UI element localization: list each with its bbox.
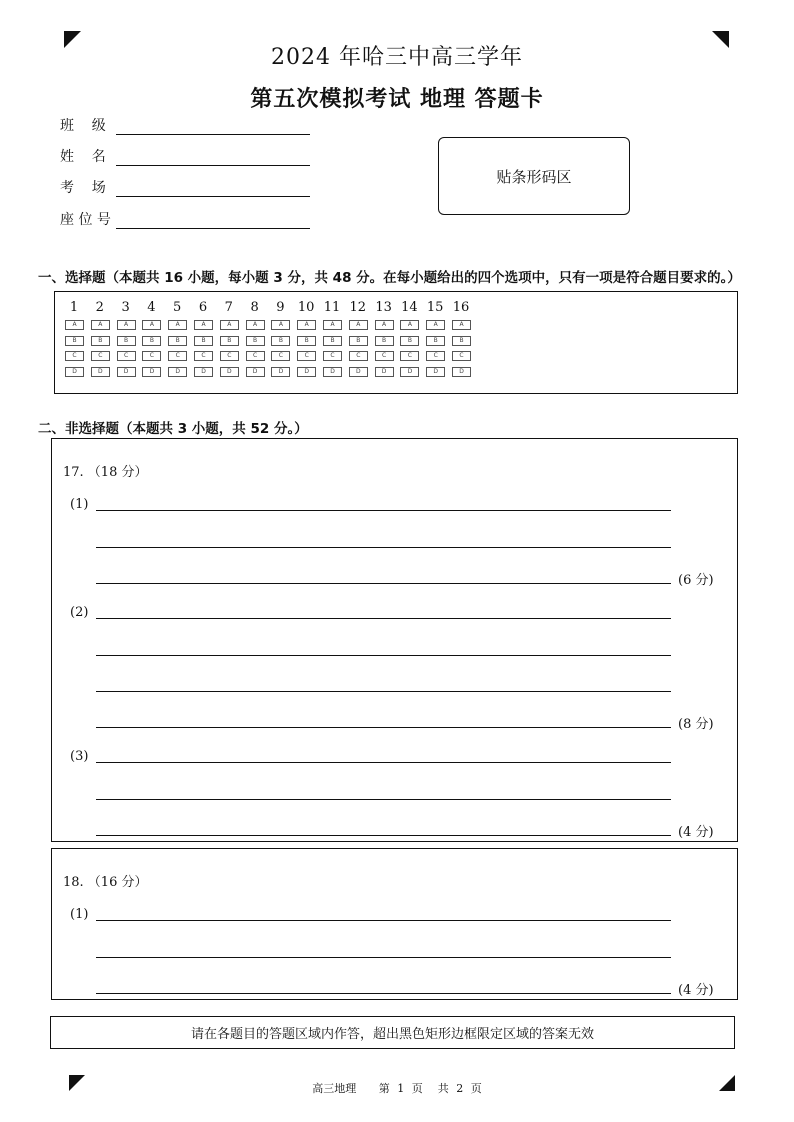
- option-bubble[interactable]: C: [142, 351, 161, 361]
- option-bubble[interactable]: A: [426, 320, 445, 330]
- option-bubble[interactable]: D: [375, 367, 394, 377]
- option-bubble[interactable]: A: [375, 320, 394, 330]
- page-title: 2024 年哈三中高三学年: [271, 45, 523, 70]
- question-number: 14: [401, 300, 418, 315]
- answer-line[interactable]: [96, 510, 671, 511]
- answer-line[interactable]: [96, 762, 671, 763]
- question-17-title: 17. （18 分）: [63, 465, 148, 480]
- answer-line[interactable]: [96, 799, 671, 800]
- page-footer: 高三地理 第 1 页 共 2 页: [312, 1082, 482, 1095]
- option-bubble[interactable]: C: [426, 351, 445, 361]
- option-bubble[interactable]: C: [400, 351, 419, 361]
- option-bubble[interactable]: B: [400, 336, 419, 346]
- option-bubble[interactable]: A: [168, 320, 187, 330]
- q17-part1-score: (6 分): [678, 573, 714, 588]
- notice-box: [50, 1016, 735, 1049]
- question-number: 3: [121, 300, 130, 315]
- option-bubble[interactable]: D: [400, 367, 419, 377]
- option-bubble[interactable]: C: [194, 351, 213, 361]
- question-number: 10: [297, 300, 315, 315]
- option-bubble[interactable]: B: [65, 336, 84, 346]
- option-bubble[interactable]: B: [194, 336, 213, 346]
- option-bubble[interactable]: D: [426, 367, 445, 377]
- option-bubble[interactable]: A: [142, 320, 161, 330]
- name-field[interactable]: [116, 149, 310, 166]
- q18-part1-label: (1): [70, 907, 89, 922]
- option-bubble[interactable]: D: [91, 367, 110, 377]
- option-bubble[interactable]: C: [246, 351, 265, 361]
- option-bubble[interactable]: B: [349, 336, 368, 346]
- answer-line[interactable]: [96, 618, 671, 619]
- barcode-area: [438, 137, 630, 215]
- question-number: 1: [69, 300, 79, 315]
- option-bubble[interactable]: B: [142, 336, 161, 346]
- seat-number-field[interactable]: [116, 212, 310, 229]
- answer-line[interactable]: [96, 920, 671, 921]
- section2-title: 二、非选择题（本题共 3 小题，共 52 分。）: [38, 421, 308, 437]
- q17-part3-score: (4 分): [678, 825, 714, 840]
- notice-text: 请在各题目的答题区域内作答，超出黑色矩形边框限定区域的答案无效: [190, 1027, 594, 1042]
- question-number: 8: [250, 300, 259, 315]
- option-bubble[interactable]: D: [168, 367, 187, 377]
- option-bubble[interactable]: A: [65, 320, 84, 330]
- answer-line[interactable]: [96, 655, 671, 656]
- question-number: 16: [452, 300, 470, 315]
- question-number: 7: [224, 300, 233, 315]
- option-bubble[interactable]: A: [400, 320, 419, 330]
- q17-part2-score: (8 分): [678, 717, 714, 732]
- answer-line[interactable]: [96, 727, 671, 728]
- option-bubble[interactable]: B: [91, 336, 110, 346]
- question-number: 15: [426, 300, 444, 315]
- barcode-label: 贴条形码区: [496, 167, 572, 186]
- info-label: 座 位 号: [60, 212, 111, 228]
- option-bubble[interactable]: A: [323, 320, 342, 330]
- option-bubble[interactable]: B: [323, 336, 342, 346]
- option-bubble[interactable]: B: [426, 336, 445, 346]
- option-bubble[interactable]: C: [323, 351, 342, 361]
- option-bubble[interactable]: B: [452, 336, 471, 346]
- question-18-box: [51, 848, 738, 1000]
- page-subtitle: 第五次模拟考试 地理 答题卡: [250, 87, 544, 112]
- question-number: 11: [323, 300, 341, 315]
- option-bubble[interactable]: A: [91, 320, 110, 330]
- option-bubble[interactable]: A: [220, 320, 239, 330]
- answer-line[interactable]: [96, 957, 671, 958]
- answer-line[interactable]: [96, 547, 671, 548]
- option-bubble[interactable]: C: [271, 351, 290, 361]
- option-bubble[interactable]: D: [246, 367, 265, 377]
- option-bubble[interactable]: C: [220, 351, 239, 361]
- question-number: 12: [349, 300, 367, 315]
- option-bubble[interactable]: D: [452, 367, 471, 377]
- option-bubble[interactable]: B: [271, 336, 290, 346]
- question-number: 6: [198, 300, 208, 315]
- option-bubble[interactable]: B: [117, 336, 136, 346]
- option-bubble[interactable]: D: [323, 367, 342, 377]
- info-row-name: [60, 146, 310, 166]
- option-bubble[interactable]: D: [194, 367, 213, 377]
- question-number: 13: [375, 300, 392, 315]
- option-bubble[interactable]: A: [271, 320, 290, 330]
- option-bubble[interactable]: C: [349, 351, 368, 361]
- question-17-box: [51, 438, 738, 842]
- info-row-seat: [60, 209, 310, 229]
- option-bubble[interactable]: D: [117, 367, 136, 377]
- option-bubble[interactable]: A: [349, 320, 368, 330]
- section1-title: 一、选择题（本题共 16 小题，每小题 3 分，共 48 分。在每小题给出的四个选项中，只有一项是符合题目要求的。）: [38, 270, 741, 286]
- option-bubble[interactable]: D: [271, 367, 290, 377]
- option-bubble[interactable]: C: [91, 351, 110, 361]
- option-bubble[interactable]: C: [452, 351, 471, 361]
- option-bubble[interactable]: D: [142, 367, 161, 377]
- option-bubble[interactable]: B: [246, 336, 265, 346]
- info-row-class: [60, 115, 310, 135]
- info-label: 班 级: [60, 118, 106, 134]
- info-row-exam-room: [60, 177, 310, 197]
- q17-part2-label: (2): [70, 605, 89, 620]
- option-bubble[interactable]: B: [220, 336, 239, 346]
- exam-room-field[interactable]: [116, 180, 310, 197]
- option-bubble[interactable]: A: [297, 320, 316, 330]
- option-bubble[interactable]: C: [117, 351, 136, 361]
- option-bubble[interactable]: A: [246, 320, 265, 330]
- answer-line[interactable]: [96, 993, 671, 994]
- option-bubble[interactable]: B: [297, 336, 316, 346]
- option-bubble[interactable]: A: [452, 320, 471, 330]
- question-18-title: 18. （16 分）: [63, 875, 148, 890]
- class-field[interactable]: [116, 118, 310, 135]
- q17-part3-label: (3): [70, 749, 89, 764]
- option-bubble[interactable]: C: [297, 351, 316, 361]
- answer-line[interactable]: [96, 691, 671, 692]
- option-bubble[interactable]: B: [168, 336, 187, 346]
- question-number: 4: [147, 300, 156, 315]
- option-bubble[interactable]: B: [375, 336, 394, 346]
- multiple-choice-grid: [54, 291, 738, 394]
- option-bubble[interactable]: A: [117, 320, 136, 330]
- info-label: 姓 名: [60, 149, 106, 165]
- option-bubble[interactable]: C: [375, 351, 394, 361]
- option-bubble[interactable]: D: [220, 367, 239, 377]
- option-bubble[interactable]: A: [194, 320, 213, 330]
- question-number: 9: [276, 300, 285, 315]
- option-bubble[interactable]: D: [297, 367, 316, 377]
- option-bubble[interactable]: C: [168, 351, 187, 361]
- q18-part1-score: (4 分): [678, 983, 714, 998]
- info-label: 考 场: [60, 180, 106, 196]
- option-bubble[interactable]: D: [349, 367, 368, 377]
- option-bubble[interactable]: C: [65, 351, 84, 361]
- answer-line[interactable]: [96, 583, 671, 584]
- question-number: 5: [173, 300, 182, 315]
- option-bubble[interactable]: D: [65, 367, 84, 377]
- q17-part1-label: (1): [70, 497, 89, 512]
- question-number: 2: [95, 300, 104, 315]
- answer-line[interactable]: [96, 835, 671, 836]
